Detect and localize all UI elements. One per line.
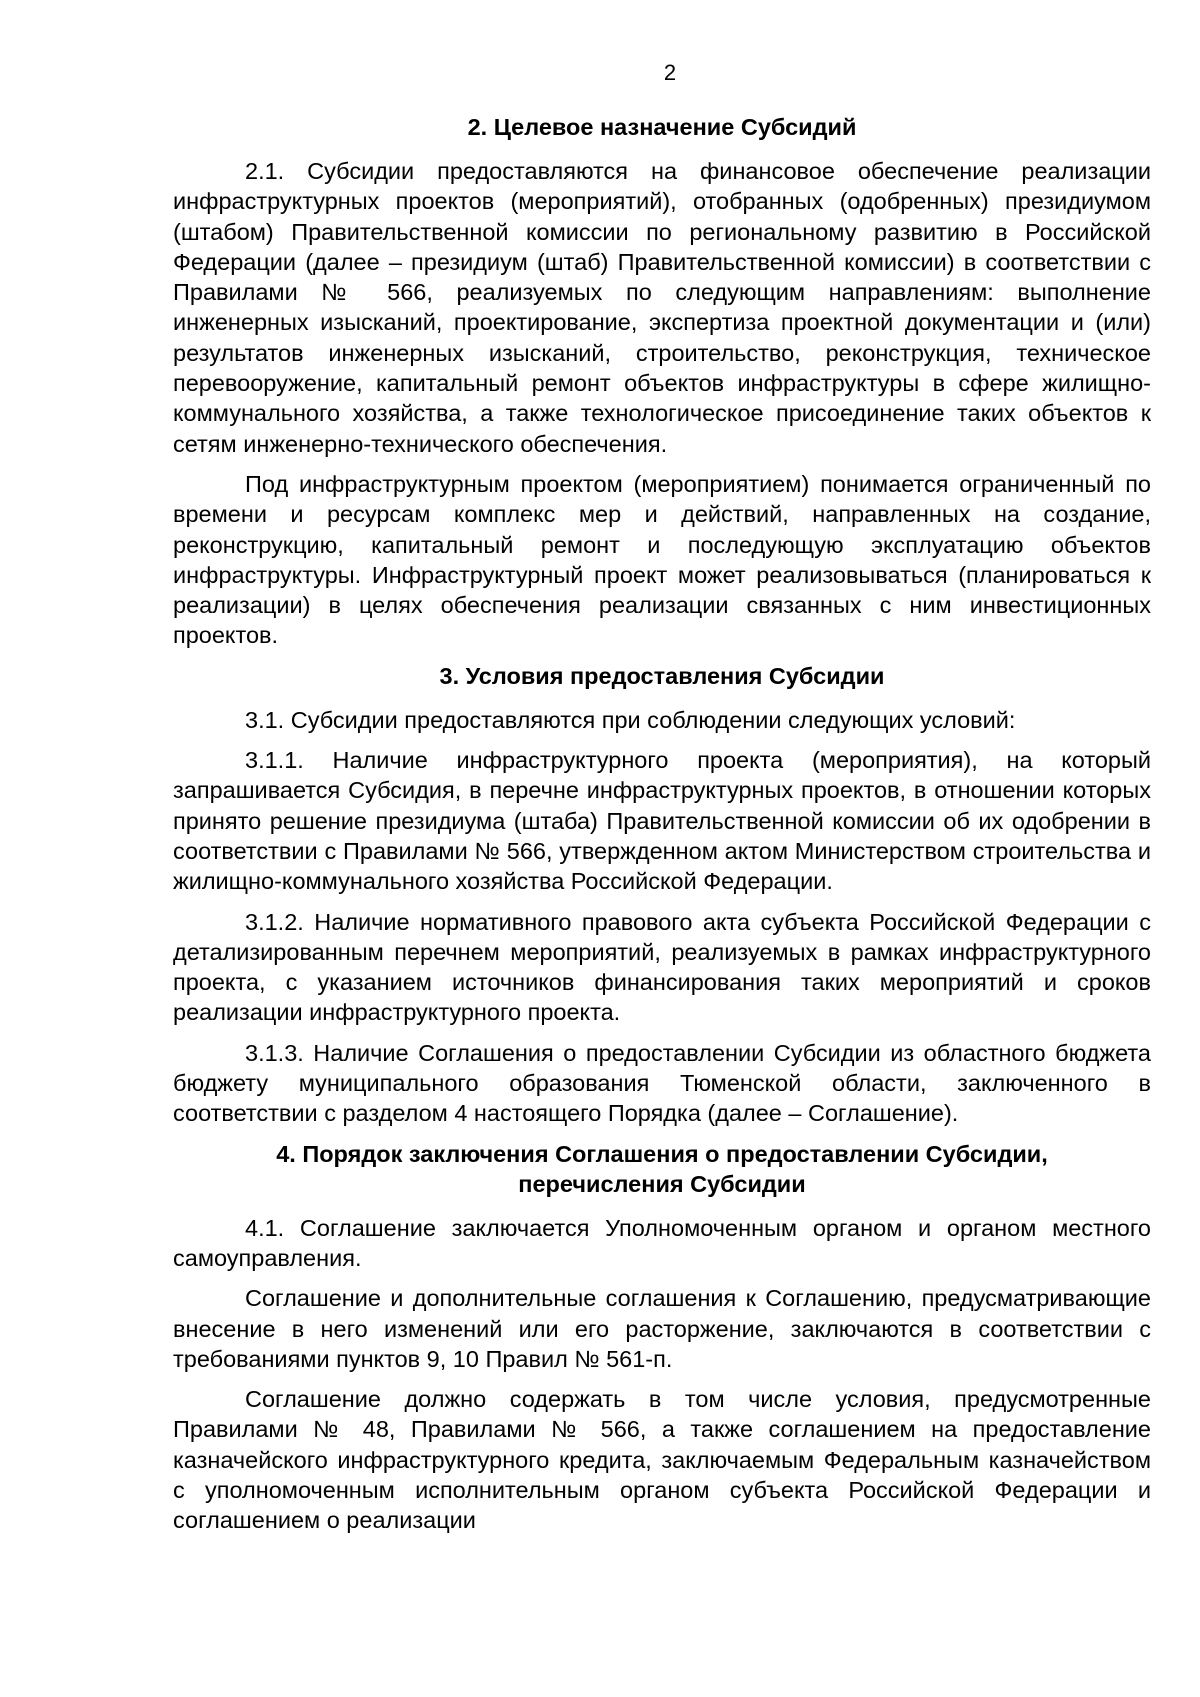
section-4-heading-line-2: перечисления Субсидии xyxy=(518,1170,806,1197)
paragraph-infrastructure-project-definition: Под инфраструктурным проектом (мероприятием) понимается ограниченный по времени и ресурсам комплекс мер и действий, направленных на создание, реконструкцию, капитальный ремонт и последующую эксплуатацию объектов инфраструктуры. Инфраструктурный проект может реализовываться (планироваться к реализации) в целях обеспечения реализации связанных с ним инвестиционных проектов. xyxy=(173,470,1151,649)
paragraph-agreement-conditions: Соглашение должно содержать в том числе условия, предусмотренные Правилами № 48, Правилами № 566, а также соглашением на предоставление казначейского инфраструктурного кредита, заключаемым Федеральным казначейством с уполномоченным исполнительным органом субъекта Российской Федерации и соглашением о реализации xyxy=(173,1386,1151,1534)
page-number: 2 xyxy=(663,60,677,85)
paragraph-additional-agreements: Соглашение и дополнительные соглашения к Соглашению, предусматривающие внесение в него изменений или его расторжение, заключаются в соответствии с требованиями пунктов 9, 10 Правил № 561-п. xyxy=(173,1285,1151,1372)
section-4-heading xyxy=(173,1139,1151,1199)
section-3-heading: 3. Условия предоставления Субсидии xyxy=(439,662,885,689)
section-4-heading-line-1: 4. Порядок заключения Соглашения о предоставлении Субсидии, xyxy=(276,1140,1048,1167)
paragraph-2-1: 2.1. Субсидии предоставляются на финансовое обеспечение реализации инфраструктурных проектов (мероприятий), отобранных (одобренных) президиумом (штабом) Правительственной комиссии по региональному развитию в Российской Федерации (далее – президиум (штаб) Правительственной комиссии) в соответствии с Правилами № 566, реализуемых по следующим направлениям: выполнение инженерных изысканий, проектирование, экспертиза проектной документации и (или) результатов инженерных изысканий, строительство, реконструкция, техническое перевооружение, капитальный ремонт объектов инфраструктуры в сфере жилищно-коммунального хозяйства, а также технологическое присоединение таких объектов к сетям инженерно-технического обеспечения. xyxy=(173,158,1151,457)
paragraph-3-1-3: 3.1.3. Наличие Соглашения о предоставлении Субсидии из областного бюджета бюджету муниципального образования Тюменской области, заключенного в соответствии с разделом 4 настоящего Порядка (далее – Соглашение). xyxy=(173,1039,1151,1127)
document-page xyxy=(173,58,1151,1546)
paragraph-3-1-1: 3.1.1. Наличие инфраструктурного проекта (мероприятия), на который запрашивается Субсидия, в перечне инфраструктурных проектов, в отношении которых принято решение президиума (штаба) Правительственной комиссии об их одобрении в соответствии с Правилами № 566, утвержденном актом Министерством строительства и жилищно-коммунального хозяйства Российской Федерации. xyxy=(173,747,1151,895)
paragraph-3-1-2: 3.1.2. Наличие нормативного правового акта субъекта Российской Федерации с детализированным перечнем мероприятий, реализуемых в рамках инфраструктурного проекта, с указанием источников финансирования таких мероприятий и сроков реализации инфраструктурного проекта. xyxy=(173,908,1151,1026)
section-2-heading: 2. Целевое назначение Субсидий xyxy=(467,114,857,140)
paragraph-3-1: 3.1. Субсидии предоставляются при соблюдении следующих условий: xyxy=(245,706,1016,733)
paragraph-4-1: 4.1. Соглашение заключается Уполномоченным органом и органом местного самоуправления. xyxy=(173,1214,1151,1271)
